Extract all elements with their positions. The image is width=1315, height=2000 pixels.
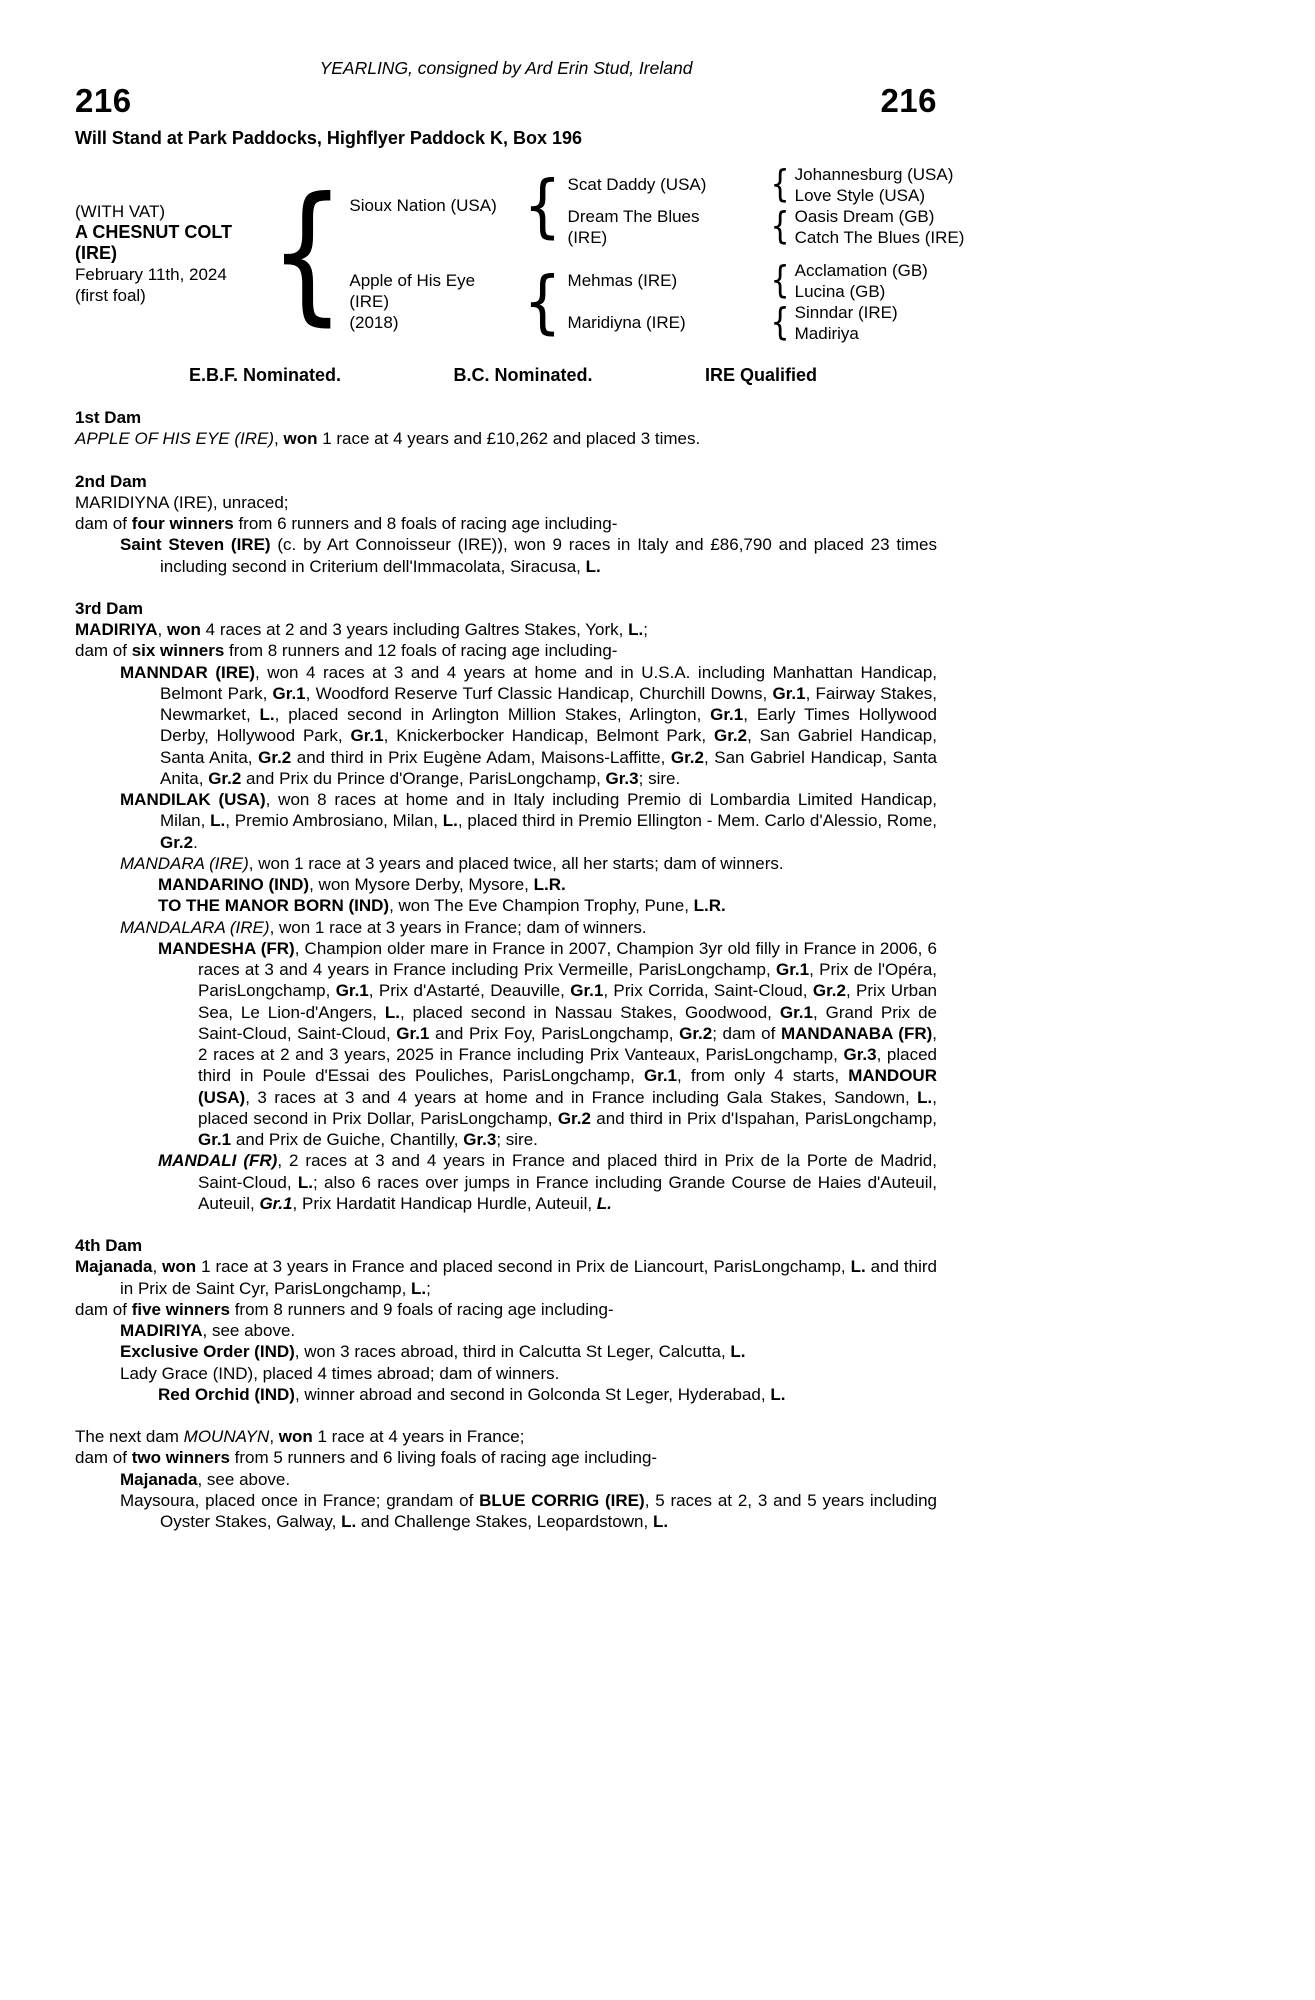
paragraph-dam-of-five-winners: dam of five winners from 8 runners and 9 foals of racing age including- — [75, 1299, 614, 1319]
section-next-dam — [75, 1426, 937, 1532]
subject-name: A CHESNUT COLT — [75, 222, 232, 243]
pedigree-brace-gen3: { — [770, 162, 790, 206]
section-heading-4th-dam: 4th Dam — [75, 1236, 143, 1256]
ebf-nominated-label: E.B.F. Nominated. — [189, 364, 342, 385]
paragraph-madiriya-see-above: MADIRIYA, see above. — [120, 1321, 296, 1341]
stand-location-line: Will Stand at Park Paddocks, Highflyer Paddock K, Box 196 — [75, 128, 582, 149]
pedigree-brace-dam: { — [523, 261, 562, 342]
paragraph-mandesha: MANDESHA (FR), Champion older mare in France in 2007, Champion 3yr old filly in France in 2006, 6 races at 3 and 4 years in France including Prix Vermeille, ParisLongchamp, Gr.1, Prix de l'Opéra, ParisLongchamp, Gr.1, Prix d'Astarté, Deauville, Gr.1, Prix Corrida, Saint-Cloud, Gr.2, Prix Urban Sea, Le Lion-d'Angers, L., placed second in Nassau Stakes, Goodwood, Gr.1, Grand Prix de Saint-Cloud, Saint-Cloud, Gr.1 and Prix Foy, ParisLongchamp, Gr.2; dam of MANDANABA (FR), 2 races at 2 and 3 years, 2025 in France including Prix Vanteaux, ParisLongchamp, Gr.3, placed third in Poule d'Essai des Pouliches, ParisLongchamp, Gr.1, from only 4 starts, MANDOUR (USA), 3 races at 3 and 4 years at home and in France including Gala Stakes, Sandown, L., placed second in Prix Dollar, ParisLongchamp, Gr.2 and third in Prix d'Ispahan, ParisLongchamp, Gr.1 and Prix de Guiche, Chantilly, Gr.3; sire. — [158, 938, 938, 1150]
section-2nd-dam — [75, 471, 937, 577]
pedigree-brace-sire: { — [523, 165, 562, 246]
paragraph-dam-of-six-winners: dam of six winners from 8 runners and 12 foals of racing age including- — [75, 641, 618, 661]
paragraph-red-orchid: Red Orchid (IND), winner abroad and second in Golconda St Leger, Hyderabad, L. — [158, 1384, 786, 1404]
pedigree-brace-gen3: { — [770, 300, 790, 344]
pedigree-brace-gen3: { — [770, 204, 790, 248]
paragraph-mandali: MANDALI (FR), 2 races at 3 and 4 years in France and placed third in Prix de la Porte de Madrid, Saint-Cloud, L.; also 6 races over jumps in France including Grande Course de Haies d'Auteuil, Auteuil, Gr.1, Prix Hardatit Handicap Hurdle, Auteuil, L. — [158, 1151, 937, 1213]
paragraph-majanada-see-above: Majanada, see above. — [120, 1469, 291, 1489]
paragraph-manndar: MANNDAR (IRE), won 4 races at 3 and 4 years at home and in U.S.A. including Manhattan Handicap, Belmont Park, Gr.1, Woodford Reserve Turf Classic Handicap, Churchill Downs, Gr.1, Fairway Stakes, Newmarket, L., placed second in Arlington Million Stakes, Arlington, Gr.1, Early Times Hollywood Derby, Hollywood Park, Gr.1, Knickerbocker Handicap, Belmont Park, Gr.2, San Gabriel Handicap, Santa Anita, Gr.2 and third in Prix Eugène Adam, Maisons-Laffitte, Gr.2, San Gabriel Handicap, Santa Anita, Gr.2 and Prix du Prince d'Orange, ParisLongchamp, Gr.3; sire. — [120, 662, 937, 788]
pedigree-gen3-node — [568, 260, 1007, 302]
paragraph-madiriya: MADIRIYA, won 4 races at 2 and 3 years including Galtres Stakes, York, L.; — [75, 620, 648, 640]
sire-name: Sioux Nation (USA) — [349, 196, 497, 216]
paragraph-saint-steven: Saint Steven (IRE) (c. by Art Connoisseur (IRE)), won 9 races in Italy and £86,790 and placed 23 times including second in Criterium dell'Immacolata, Siracusa, L. — [120, 535, 937, 576]
gen4-name: Madiriya — [794, 323, 859, 343]
paragraph-mandilak: MANDILAK (USA), won 8 races at home and in Italy including Premio di Lombardia Limited Handicap, Milan, L., Premio Ambrosiano, Milan, L., placed third in Premio Ellington - Mem. Carlo d'Alessio, Rome, Gr.2. — [120, 790, 937, 852]
nominations-row — [189, 364, 817, 387]
pedigree-subject-block — [75, 201, 265, 306]
gen3-name: Dream The Blues (IRE) — [567, 206, 700, 247]
pedigree-chart — [75, 158, 965, 350]
section-heading-3rd-dam: 3rd Dam — [75, 598, 144, 618]
pedigree-gen3-node — [568, 206, 1007, 248]
pedigree-sire-half — [349, 164, 1006, 248]
paragraph-mandara: MANDARA (IRE), won 1 race at 3 years and placed twice, all her starts; dam of winners. — [120, 853, 784, 873]
paragraph-mandarino: MANDARINO (IND), won Mysore Derby, Mysore, L.R. — [158, 875, 566, 895]
lot-number-left: 216 — [75, 81, 132, 119]
section-1st-dam — [75, 407, 937, 450]
paragraph-dam-of-four-winners: dam of four winners from 6 runners and 8 foals of racing age including- — [75, 514, 618, 534]
paragraph-mandalara: MANDALARA (IRE), won 1 race at 3 years in France; dam of winners. — [120, 917, 647, 937]
subject-foal-note: (first foal) — [75, 286, 146, 306]
ire-qualified-label: IRE Qualified — [704, 364, 817, 385]
paragraph-majanada: Majanada, won 1 race at 3 years in France and placed second in Prix de Liancourt, ParisLongchamp, L. and third in Prix de Saint Cyr, ParisLongchamp, L.; — [75, 1257, 937, 1298]
pedigree-gen3-node — [568, 164, 1007, 206]
gen4-name: Lucina (GB) — [794, 281, 886, 301]
subject-dob: February 11th, 2024 — [75, 265, 227, 285]
gen4-name: Catch The Blues (IRE) — [794, 227, 965, 247]
pedigree-gen2-column — [349, 158, 1006, 350]
paragraph-exclusive-order: Exclusive Order (IND), won 3 races abroad, third in Calcutta St Leger, Calcutta, L. — [120, 1342, 746, 1362]
section-3rd-dam — [75, 598, 937, 1214]
consignor-line: YEARLING, consigned by Ard Erin Stud, Ireland — [319, 58, 693, 78]
pedigree-gen3-node — [568, 302, 1007, 344]
paragraph-apple-of-his-eye: APPLE OF HIS EYE (IRE), won 1 race at 4 years and £10,262 and placed 3 times. — [75, 429, 701, 449]
section-heading-1st-dam: 1st Dam — [75, 408, 142, 428]
paragraph-mounayn: The next dam MOUNAYN, won 1 race at 4 years in France; — [75, 1427, 525, 1447]
gen4-name: Acclamation (GB) — [794, 260, 928, 280]
vat-note: (WITH VAT) — [75, 202, 166, 222]
gen3-name: Scat Daddy (USA) — [567, 175, 707, 195]
pedigree-brace-gen1: { — [269, 166, 346, 340]
lot-number-row — [75, 80, 937, 121]
subject-country: (IRE) — [75, 243, 117, 264]
paragraph-lady-grace: Lady Grace (IND), placed 4 times abroad; dam of winners. — [120, 1363, 560, 1383]
section-heading-2nd-dam: 2nd Dam — [75, 471, 147, 491]
gen4-name: Oasis Dream (GB) — [794, 206, 935, 226]
pedigree-dam-half — [349, 260, 1006, 344]
paragraph-maysoura: Maysoura, placed once in France; grandam of BLUE CORRIG (IRE), 5 races at 2, 3 and 5 years including Oyster Stakes, Galway, L. and Challenge Stakes, Leopardstown, L. — [120, 1490, 938, 1532]
gen3-name: Mehmas (IRE) — [567, 271, 678, 291]
gen3-name: Maridiyna (IRE) — [567, 313, 686, 333]
dam-name: Apple of His Eye (IRE) (2018) — [349, 271, 476, 333]
page-content — [75, 58, 965, 1532]
paragraph-dam-of-two-winners: dam of two winners from 5 runners and 6 living foals of racing age including- — [75, 1448, 658, 1468]
gen4-name: Johannesburg (USA) — [794, 164, 954, 184]
paragraph-to-the-manor-born: TO THE MANOR BORN (IND), won The Eve Champion Trophy, Pune, L.R. — [158, 896, 726, 916]
gen4-name: Love Style (USA) — [794, 185, 926, 205]
bc-nominated-label: B.C. Nominated. — [453, 364, 593, 385]
paragraph-maridiyna: MARIDIYNA (IRE), unraced; — [75, 492, 289, 512]
section-4th-dam — [75, 1235, 937, 1405]
pedigree-brace-gen3: { — [770, 258, 790, 302]
lot-number-right: 216 — [880, 81, 937, 119]
gen4-name: Sinndar (IRE) — [794, 302, 898, 322]
